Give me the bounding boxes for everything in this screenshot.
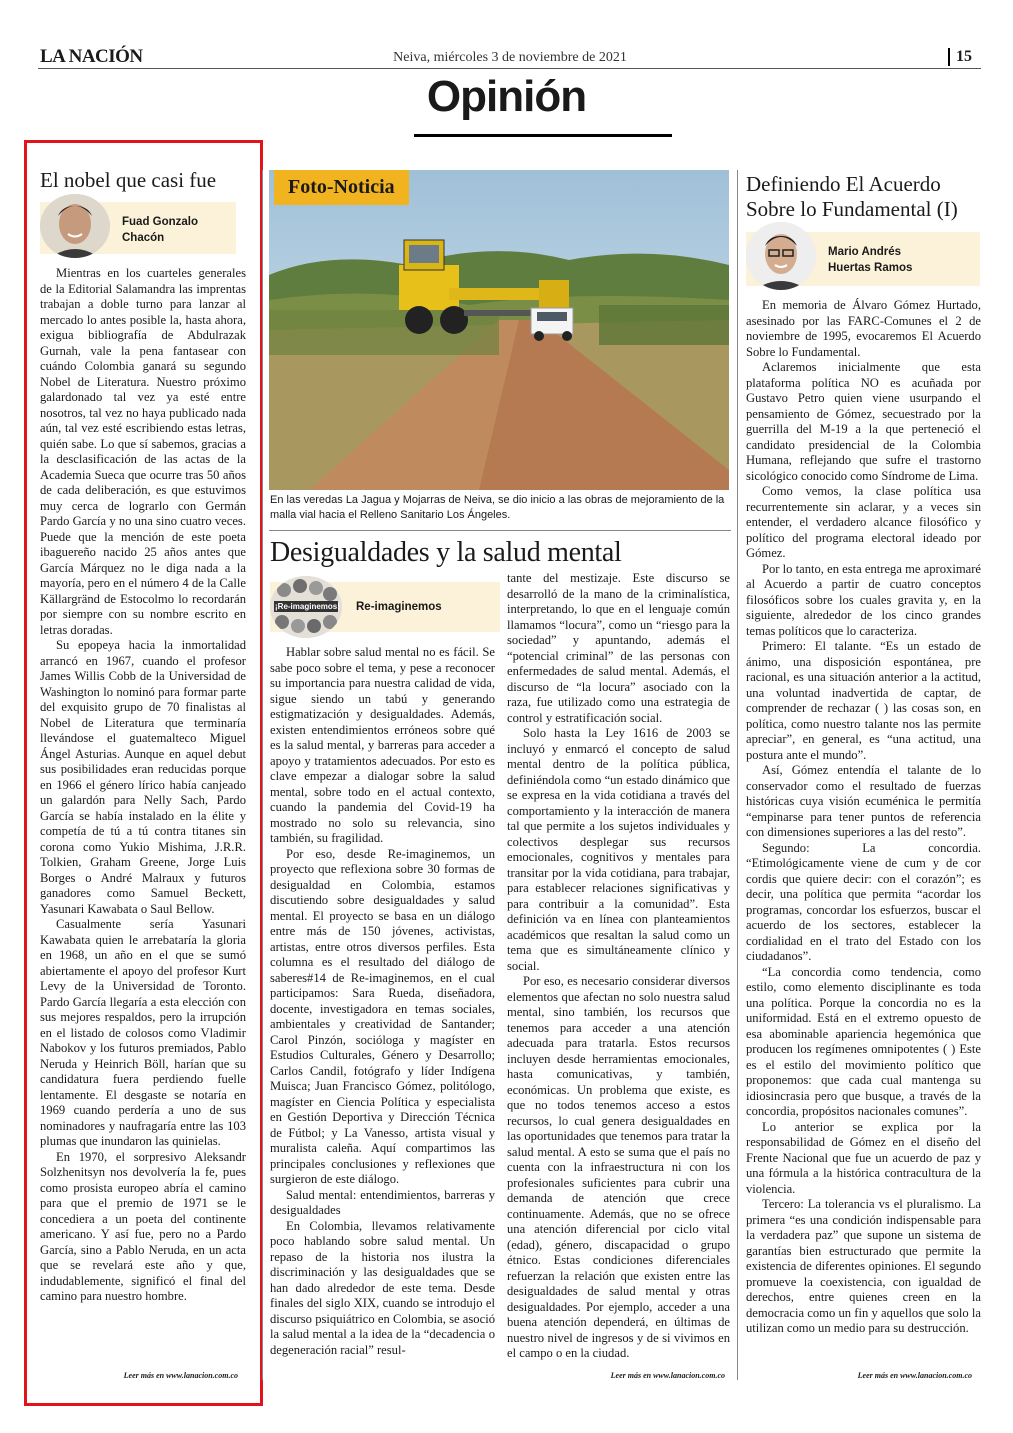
paragraph: Mientras en los cuarteles generales de la Editorial Salamandra las imprentas trabajan a doble turno para lanzar al mercado lo antes posible la, hasta ahora, exigua bibliografía de Abdulrazak Gurnah, vale la pena fantasear con cuándo Colombia ganará su segundo Nobel de Literatura. Nuestro próximo galardonado tal vez ya esté entre nosotros, tal vez no haya publicado nada aún, tal vez esté escribiendo estas letras, quién sabe. Lo que sí sabemos, gracias a la desclasificación de las actas de la Academia Sueca que ocurre tras 50 años de cada deliberación, es que estuvimos muy cerca de lograrlo con Germán Pardo García y no una sino cuatro veces. Puede que la mención de este poeta ibaguereño nacido 25 años antes que García Márquez no le diga nada a la mayoría, pero en el número 4 de la Calle Källargränd de Estocolmo lo recordarán por siempre con su nombre escrito en letras doradas. bbox=[40, 266, 246, 637]
paragraph: Casualmente sería Yasunari Kawabata quien le arrebataría la gloria en 1968, un año en el que se sumó abiertamente el apoyo del profesor Kurt Levy de la Universidad de Toronto. Pardo García llegaría a esta elección con sus mejores respaldos, pero la irrupción en el listado de colosos como Vladimir Nabokov y los futuros premiados, Pablo Neruda y Heinrich Böll, harían que su candidatura fuera perdiendo fuelle lentamente. El desgaste se notaría en 1969 cuando perdería a uno de sus nominadores y naufragaría entre las 103 plumas que inundaron las quinielas. bbox=[40, 917, 246, 1148]
page-number: 15 bbox=[948, 48, 972, 66]
issue-date: Neiva, miércoles 3 de noviembre de 2021 bbox=[393, 50, 627, 65]
reimaginemos-logo bbox=[270, 576, 342, 638]
right-read-more-link[interactable]: Leer más en www.lanacion.com.co bbox=[857, 1371, 972, 1380]
column-divider bbox=[737, 170, 738, 1380]
paragraph: Por eso, desde Re-imaginemos, un proyecto que reflexiona sobre 30 formas de desigualdad en Colombia, estamos discutiendo sobre desigualdades y salud mental. El proyecto se basa en un diálogo entre más de 150 jóvenes, activistas, artistas, entre otros diversos perfiles. Esta columna es el resultado del diálogo de saberes#14 de Re-imaginemos, en el cual participamos: Sara Rueda, diseñadora, docente, investigadora en temas sociales, ambientales y creatividad de Santander; Carol Pinzón, socióloga y magíster en Estudios Culturales, Género y Desarrollo; Carlos Candil, fotógrafo y líder Indígena Muisca; Juan Francisco Gómez, politólogo, magíster en Ciencia Política y especialista en Gestión Deportiva y Dirección Técnica de Fútbol; y La Vanesso, artista visual y muralista caleña. Aquí compartimos las principales conclusiones y reflexiones que surgieron de este diálogo. bbox=[270, 846, 495, 1186]
paragraph: Tercero: La tolerancia vs el pluralismo. La primera “es una condición indispensable para la verdadera paz” que supone un sistema de garantías bien estructurado que permite la existencia de diferentes opiniones. El segundo promueve la coexistencia, con igualdad de derechos, entre quienes creen en la democracia como un fin y aquellos que solo la utilizan como un medio para su destrucción. bbox=[746, 1197, 981, 1335]
middle-author-name: Re-imaginemos bbox=[356, 601, 442, 613]
left-read-more-link[interactable]: Leer más en www.lanacion.com.co bbox=[123, 1371, 238, 1380]
header-rule bbox=[38, 68, 981, 69]
paragraph: Así, Gómez entendía el talante de lo conservador como el resultado de fuerzas históricas cuya visión ecuménica le permitía “empinarse para tener puntos de referencia con dimensiones superiores a las del resto”. bbox=[746, 763, 981, 839]
middle-article-col1 bbox=[270, 645, 495, 1358]
author-photo bbox=[746, 222, 816, 290]
left-author-box bbox=[40, 202, 236, 254]
paragraph: Por lo tanto, en esta entrega me aproximaré al Acuerdo a partir de cuatro conceptos filosóficos sobre los cuales gravita y, en la siguiente, alrededor de los cinco grandes temas políticos que lo caracteriza. bbox=[746, 561, 981, 638]
newspaper-logo[interactable]: LA NACIÓN bbox=[40, 46, 143, 67]
right-author-box bbox=[746, 232, 980, 286]
right-article-body bbox=[746, 298, 981, 1337]
logo-text: ¡Re-imaginemos! bbox=[275, 602, 340, 611]
middle-article-title: Desigualdades y la salud mental bbox=[270, 537, 622, 568]
right-author-name-1: Mario Andrés bbox=[828, 246, 902, 258]
photo-caption: En las veredas La Jagua y Mojarras de Neiva, se dio inicio a las obras de mejoramiento de la malla vial hacia el Relleno Sanitario Los Ángeles. bbox=[270, 494, 725, 521]
left-author-name-1: Fuad Gonzalo bbox=[122, 216, 199, 228]
paragraph: Lo anterior se explica por la responsabilidad de Gómez en el diseño del Frente Nacional que fue un acuerdo de paz y una fórmula a la histórica contracultura de la violencia. bbox=[746, 1119, 981, 1196]
right-author-name-2: Huertas Ramos bbox=[828, 262, 913, 274]
paragraph: En Colombia, llevamos relativamente poco hablando sobre salud mental. Un repaso de la historia nos ilustra la discriminación y las desigualdades que se han dado alrededor de este tema. Desde finales del siglo XIX, cuando se introdujo el discurso psiquiátrico en Colombia, se asoció la salud mental a la idea de la “decadencia o degeneración racial” resul- bbox=[270, 1218, 495, 1357]
paragraph: tante del mestizaje. Este discurso se desarrolló de la mano de la criminalística, interpretando, lo que en el lenguaje común llamamos “locura”, como un “riesgo para la sociedad” y apuntando, además el “potencial criminal” de las personas con enfermedades de salud mental. Además, el discurso de “la locura” asociado con la raza, fue utilizado como una estrategia de control y estratificación social. bbox=[507, 571, 730, 725]
paragraph: Hablar sobre salud mental no es fácil. Se sabe poco sobre el tema, y pese a reconocer su importancia para nuestra calidad de vida, sigue siendo un tabú y generando estigmatización y desigualdades. Además, existen entendimientos erróneos sobre qué es la salud mental, y barreras para acceder a apoyo y tratamientos adecuados. Por esto es clave empezar a dialogar sobre la salud mental, sobre todo en el actual contexto, cuando la pandemia del Covid-19 ha mostrado no solo su relevancia, sino también, su fragilidad. bbox=[270, 645, 495, 845]
left-article-title: El nobel que casi fue bbox=[40, 168, 217, 192]
middle-read-more-link[interactable]: Leer más en www.lanacion.com.co bbox=[610, 1371, 725, 1380]
paragraph: “La concordia como tendencia, como estilo, como elemento disciplinante es toda una política. Porque la concordia no es la uniformidad. Está en el extremo opuesto de esa abominable apariencia hegemónica que producen los regímenes omnipotentes ( ) Este es el estilo del movimiento político que proponemos: que cada cual mantenga su idiosincrasia pero que busque, a través de la concordia, propósitos nacionales comunes”. bbox=[746, 964, 981, 1118]
left-author-name-2: Chacón bbox=[122, 232, 165, 244]
author-photo-icon bbox=[746, 222, 816, 290]
middle-author-box bbox=[270, 582, 500, 632]
foto-noticia-tag: Foto-Noticia bbox=[274, 170, 409, 205]
paragraph: Primero: El talante. “Es un estado de ánimo, una disposición espontánea, pre racional, es una situación anterior a la actitud, una voluntad inadvertida de captar, de comprender de rechazar ( ) las cosas son, en política, como nuestro talante nos las permite apreciar”, en general, es “una actitud, una postura ante el mundo”. bbox=[746, 639, 981, 762]
news-photo bbox=[269, 170, 729, 490]
author-photo bbox=[40, 194, 110, 258]
paragraph: Aclaremos inicialmente que esta plataforma política NO es acuñada por Gustavo Petro quien viene usurpando el pensamiento de Gómez, secuestrado por la guerrilla del M-19 a la que perteneció el candidato presidencial de la Colombia Humana, reflejando que sufre el trastorno sicológico conocido como Síndrome de Lima. bbox=[746, 360, 981, 483]
right-article-title: Definiendo El Acuerdo Sobre lo Fundamental (I) bbox=[746, 172, 958, 221]
paragraph: Como vemos, la clase política usa recurrentemente sin aclarar, y a veces sin entender, el verdadero alcance filosófico y político del programa electoral ideado por Gómez. bbox=[746, 484, 981, 560]
middle-article-col2 bbox=[507, 571, 730, 1362]
paragraph: Su epopeya hacia la inmortalidad arrancó en 1967, cuando el profesor James Willis Cobb de la Universidad de Washington lo nominó para formar parte del exquisito grupo de 70 finalistas al Nobel de Literatura que terminaría llevándose el guatemalteco Miguel Ángel Asturias. Aunque en aquel debut sus posibilidades eran reducidas porque en 1966 el género lírico había canjeado un galardón para Nelly Sach, Pardo García se había instalado en la élite y competía de tú a tú contra titanes sin corona como Yukio Mishima, J.R.R. Tolkien, Graham Greene, Jorge Luis Borges o André Malraux y futuros ganadores como Samuel Beckett, Yasunari Kawabata o Saul Bellow. bbox=[40, 638, 246, 916]
column-divider bbox=[262, 170, 263, 1380]
paragraph: Por eso, es necesario considerar diversos elementos que afectan no solo nuestra salud mental, sino también, los recursos que tenemos para acceder a una atención adecuada para tratarla. Estos recursos incluyen desde herramientas emocionales, hasta comunicativas, y también, económicas. Un problema que existe, es que no todos tenemos acceso a estos recursos, lo cual genera desigualdades en las oportunidades que tenemos para tratar la salud mental. A esto se suma que el país no cuenta con la infraestructura ni con los profesionales suficientes para cubrir una demanda de atención que crece continuamente. Además, que no se ofrece una atención diferencial por ciclo vital (edad), género, discapacidad o grupo étnico. Estas condiciones diferenciales refuerzan la relación que existen entre las desigualdades de salud mental y otras desigualdades. Por ejemplo, acceder a una buena atención dependerá, en últimas de nuestro nivel de ingresos y de si vivimos en el campo o en la ciudad. bbox=[507, 974, 730, 1360]
paragraph: En 1970, el sorpresivo Aleksandr Solzhenitsyn nos devolvería la fe, pues como prosista europeo abría el camino para que el premio de 1971 se le concediera a un poeta del continente americano. Y así fue, pero no a Pardo García, sino a Pablo Neruda, en un acta que se revelará este año y que, indudablemente, significó el final del camino para nuestro hombre. bbox=[40, 1149, 246, 1303]
caption-rule bbox=[269, 530, 731, 531]
author-photo-icon bbox=[40, 194, 110, 258]
road-construction-photo-icon bbox=[269, 170, 729, 490]
paragraph: En memoria de Álvaro Gómez Hurtado, asesinado por las FARC-Comunes el 2 de noviembre de 1995, evocaremos El Acuerdo Sobre lo Fundamental. bbox=[746, 298, 981, 359]
section-underline bbox=[414, 134, 672, 137]
section-title: Opinión bbox=[426, 72, 587, 121]
subheading: Salud mental: entendimientos, barreras y desigualdades bbox=[270, 1187, 495, 1217]
paragraph: Solo hasta la Ley 1616 de 2003 se incluyó y enmarcó el concepto de salud mental dentro de la política pública, definiéndola como “un estado dinámico que se expresa en la vida cotidiana a través del comportamiento y la interacción de manera tal que permite a los sujetos individuales y colectivos desplegar sus recursos emocionales, cognitivos y mentales para transitar por la vida cotidiana, para trabajar, para establecer relaciones significativas y para contribuir a la comunidad”. Esta definición va en línea con planteamientos académicos que resaltan la salud como un tema que es simultáneamente clínico y social. bbox=[507, 726, 730, 973]
left-article-body bbox=[40, 266, 246, 1305]
paragraph: Segundo: La concordia. “Etimológicamente viene de cum y de cor cordis que quiere decir: con el corazón”; es decir, una política que permita “acordar los programas, concordar los esfuerzos, buscar el acuerdo de los sectores, establecer la cordialidad en el trato del Estado con los ciudadanos”. bbox=[746, 840, 981, 963]
